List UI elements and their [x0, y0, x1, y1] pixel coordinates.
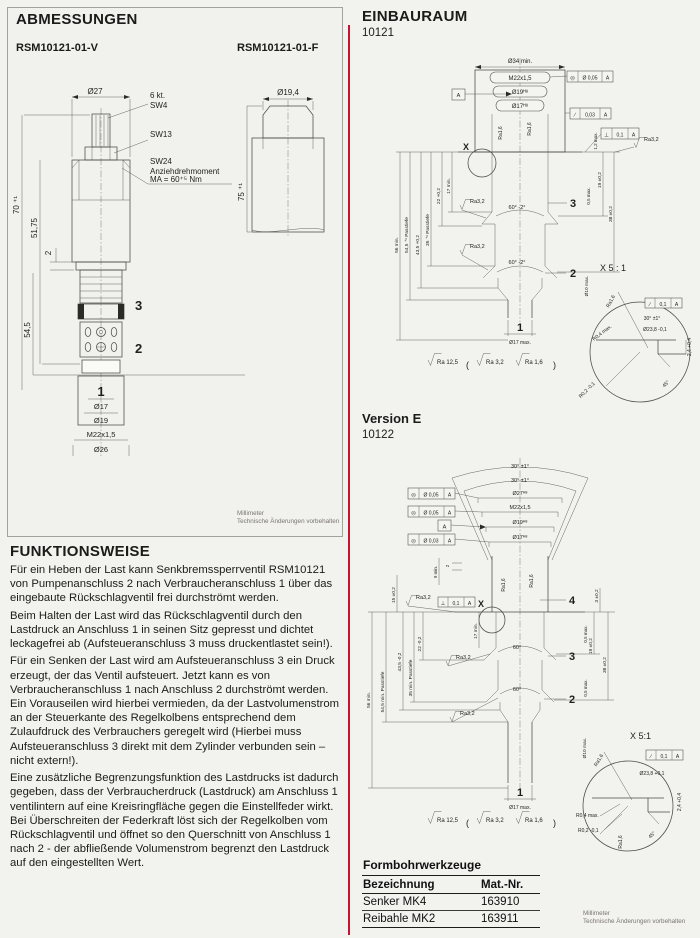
- dim-22: 22 -0,2: [418, 636, 423, 652]
- ra16-label: Ra1,6: [527, 122, 533, 136]
- detail-2-4: 2,4 +0,4: [687, 337, 693, 357]
- dim-0-5-max: 0,5 max.: [583, 679, 588, 697]
- gdt-slash-icon: ∕: [574, 112, 576, 119]
- port-1-label-1: 1: [516, 322, 524, 334]
- ra-summary-paren: ): [553, 360, 556, 370]
- ra32-label: Ra3,2: [460, 711, 475, 717]
- gdt-tol-01: 0,1: [616, 132, 624, 139]
- plug-f-drawing: [247, 97, 324, 236]
- paragraph-1: Für ein Heben der Last kann Senkbremssperrventil RSM10121 von Pumpenanschluss 2 nach Verbraucheranschluss 1 über das eingebaute Rückschlagventil frei durchströmt werden.: [10, 564, 333, 605]
- port-1-label-2: 1: [516, 787, 524, 799]
- detail-2-4: 2,4 +0,4: [677, 792, 683, 812]
- port-2-label: 2: [135, 341, 143, 356]
- dim-9-min: 9 min.: [433, 565, 438, 579]
- gdt-tol-005: Ø 0,05: [423, 510, 439, 517]
- dim-35-passtiefe: 35 min. Passtiefe: [409, 659, 414, 697]
- dim-43-5: 43,5 +0,2: [416, 234, 421, 256]
- gdt-ref-a: A: [447, 538, 452, 545]
- label-sw4: SW4: [150, 101, 168, 110]
- dim-17-min: 17 min.: [447, 178, 452, 194]
- ra-summary-fine: Ra 1,6: [525, 818, 543, 824]
- variant-v-label: RSM10121-01-V: [16, 42, 98, 54]
- dim-dia17-max-1: Ø17 max.: [509, 340, 531, 346]
- dim-19: 19 ±0,2: [589, 638, 594, 654]
- gdt-ref-a: A: [447, 492, 452, 499]
- gdt-tol-003: 0,03: [585, 112, 595, 119]
- detail-ra16: Ra1,6: [605, 294, 617, 309]
- dim-dia27-h8: Ø27ᴴ⁸: [512, 491, 528, 497]
- table-row: [362, 894, 540, 911]
- dim-2-small: 2: [445, 564, 450, 568]
- dim-dia27: Ø27: [87, 87, 103, 96]
- gdt-concentricity-icon: ◎: [570, 75, 575, 82]
- label-torque-value: MA = 60⁺⁵ Nm: [150, 175, 202, 184]
- tool-name: Senker MK4: [363, 896, 427, 908]
- dim-38: 38 ±0,2: [609, 206, 614, 222]
- funktionsweise-title: FUNKTIONSWEISE: [10, 543, 151, 560]
- port-2-label-2: 2: [569, 694, 576, 706]
- formbohrwerkzeuge-table: [362, 858, 540, 928]
- ra-summary-mid: Ra 3,2: [486, 360, 504, 366]
- port-3-label-1: 3: [570, 198, 577, 210]
- dim-dia19-h8-2: Ø19ᴴ⁸: [512, 520, 528, 526]
- detail-x-marker-2: X: [478, 599, 485, 609]
- ra32-label: Ra3,2: [416, 595, 431, 601]
- port-3-label: 3: [135, 298, 143, 313]
- col-mat-nr: Mat.-Nr.: [481, 879, 524, 891]
- col-bezeichnung: Bezeichnung: [363, 879, 435, 891]
- label-hex: 6 kt.: [150, 91, 166, 100]
- dim-54-5: 54,5: [23, 322, 32, 338]
- ra-summary-fine: Ra 1,6: [525, 360, 543, 366]
- dim-0-5-max: 0,5 max.: [583, 625, 588, 643]
- einbauraum-title: EINBAURAUM: [362, 8, 468, 25]
- tool-mat-nr: 163911: [481, 913, 519, 925]
- dim-0-5-max: 0,5 max.: [586, 187, 591, 205]
- ra32-label: Ra3,2: [470, 244, 485, 250]
- dim-dia10-max: Ø10 max.: [583, 737, 588, 759]
- gdt-slash-icon: ∕: [649, 302, 651, 308]
- paragraph-3: Für ein Senken der Last wird am Aufsteueranschluss 3 ein Druck erzeugt, der das Ventil aufsteuert. Jetzt kann es von Verbraucheranschluss 1 nach Anschluss 2 durchströmt werden. Ein Vorauseilen wird hierbei vermieden, da der Lastvolumenstrom an der Steuerkante des Regelkolbens entsprechend dem Zulaufdruck des Verbrauchers geregelt wird (Hierbei muss Aufsteueranschluss 3 direkt mit dem Zylinder verbunden sein – nicht extern!).: [10, 655, 340, 767]
- dim-dia17-h8-2: Ø17ᴴ⁸: [512, 535, 528, 541]
- dim-15: 15 ±0,2: [392, 587, 397, 603]
- gdt-ref-a: A: [675, 754, 680, 760]
- dim-dia17-max-2: Ø17 max.: [509, 805, 531, 811]
- dim-70: 70 ⁺¹: [12, 195, 21, 215]
- cavity-drawing-10121: [362, 52, 700, 422]
- dim-m22-1: M22x1,5: [508, 76, 532, 82]
- dim-54-5-passtiefe: 54,5 min. Passtiefe: [381, 671, 386, 713]
- ra16-label: Ra1,6: [501, 578, 507, 592]
- detail-45deg: 45°: [661, 379, 672, 390]
- gdt-tol-005: Ø 0,05: [582, 75, 598, 82]
- gdt-perpendicular-icon: ⊥: [604, 132, 609, 139]
- ra-summary-paren: ): [553, 818, 556, 828]
- datum-a-2: A: [442, 524, 447, 531]
- detail-r02: R0,2 -0,1: [577, 380, 597, 400]
- ra-summary-coarse: Ra 12,5: [437, 360, 459, 366]
- port-1-label: 1: [97, 384, 105, 399]
- gdt-tol-005: Ø 0,05: [423, 492, 439, 499]
- label-sw24: SW24: [150, 157, 172, 166]
- dim-dia17: Ø17: [93, 402, 109, 411]
- dim-dia26: Ø26: [93, 445, 109, 454]
- dim-54-5-passtiefe: 54,5 ⁺¹ Passtiefe: [405, 217, 410, 253]
- dim-3: 3 ±0,2: [595, 589, 600, 603]
- ra-summary-coarse: Ra 12,5: [437, 818, 459, 824]
- angle-60-label: 60°: [512, 645, 522, 651]
- table-header-row: [362, 877, 540, 894]
- gdt-concentricity-icon: ◎: [411, 538, 416, 545]
- gdt-tol-01: 0,1: [660, 754, 668, 760]
- ra-summary-paren: (: [466, 818, 469, 828]
- tool-mat-nr: 163910: [481, 896, 520, 908]
- units-note-left: Millimeter Technische Änderungen vorbehalten: [237, 510, 340, 525]
- ra32-label: Ra3,2: [644, 137, 659, 143]
- dim-dia17-h8-1: Ø17ᴴ⁸: [511, 104, 529, 110]
- detail-ra16-vert: Ra1,6: [618, 835, 624, 849]
- detail-r04: R0,4 max.: [576, 813, 599, 819]
- cavity-1-linework: [396, 58, 690, 402]
- gdt-ref-a: A: [674, 302, 679, 308]
- detail-r02: R0,2 -0,1: [578, 828, 599, 834]
- detail-ra16: Ra1,6: [593, 753, 606, 768]
- dim-56-min: 56 min.: [395, 237, 400, 253]
- angle-60-label: 60°: [512, 687, 522, 693]
- variant-f-label: RSM10121-01-F: [237, 42, 319, 54]
- dim-35-passtiefe: 35 ⁺¹ Passtiefe: [426, 214, 431, 246]
- dim-51-75: 51,75: [30, 217, 39, 239]
- gdt-tol-003d: Ø 0,03: [423, 538, 439, 545]
- detail-x-title-2: X 5:1: [630, 731, 652, 741]
- gdt-ref-a: A: [631, 132, 636, 139]
- cavity-code-10122: 10122: [362, 429, 394, 441]
- ra-summary-paren: (: [466, 360, 469, 370]
- abmessungen-title: ABMESSUNGEN: [16, 11, 138, 28]
- abmessungen-drawing: [10, 78, 340, 530]
- dim-75: 75 ⁺¹: [237, 182, 246, 202]
- paragraph-4: Eine zusätzliche Begrenzungsfunktion des Lastdrucks ist dadurch gegeben, dass der Verbraucherdruck (Lastdruck) am Anschluss 1 ventilintern auf eine Kreisringfläche gegen die Einstellfeder wirkt. Bei Überschreiten der Federkraft löst sich der Regelkolben vom Rückschlagventil und öffnet so den Querschnitt von Anschluss 1 nach 2 - der abfließende Volumenstrom begrenzt den Lastdruck auf den eingestellten Wert.: [10, 772, 339, 870]
- gdt-ref-a: A: [603, 112, 608, 119]
- ra16-label: Ra1,6: [498, 126, 504, 140]
- dim-m22-2: M22x1,5: [509, 505, 531, 511]
- gdt-tol-01: 0,1: [452, 601, 460, 607]
- gdt-ref-a: A: [605, 75, 610, 82]
- paragraph-2: Beim Halten der Last wird das Rückschlagventil durch den Lastdruck an Anschluss 1 in seinen Sitz gepresst und dichtet leckagefrei ab (Aufsteueranschluss 3 muss druckentlastet sein!).: [10, 609, 333, 651]
- funktionsweise-text: [10, 563, 345, 874]
- table-row: [362, 911, 540, 928]
- detail-45deg: 45°: [647, 830, 658, 841]
- dim-1-2-max: 1,2 max.: [593, 132, 598, 150]
- dim-43-5: 43,5 -0,2: [398, 652, 403, 672]
- ra-summary-mid: Ra 3,2: [486, 818, 504, 824]
- detail-r04: R0,4 max.: [591, 323, 614, 343]
- dim-56-min: 56 min.: [367, 692, 372, 708]
- gdt-tol-01: 0,1: [659, 302, 667, 308]
- dim-22: 22 +0,2: [437, 187, 442, 205]
- arc-30deg-outer: 30° ±1°: [510, 464, 530, 470]
- cavity-code-10121: 10121: [362, 27, 394, 39]
- detail-30deg: 30° ±1°: [643, 316, 661, 322]
- gdt-ref-a: A: [447, 510, 452, 517]
- gdt-ref-a: A: [467, 601, 472, 607]
- dim-19: 19 ±0,2: [598, 172, 603, 188]
- tool-name: Reibahle MK2: [363, 913, 436, 925]
- angle-60-label: 60° -2°: [508, 260, 526, 266]
- detail-x-marker-1: X: [463, 142, 470, 152]
- port-2-label-1: 2: [570, 268, 577, 280]
- datum-a-1: A: [456, 93, 461, 99]
- gdt-concentricity-icon: ◎: [411, 492, 416, 499]
- arc-30deg-inner: 30° ±1°: [510, 478, 530, 484]
- dim-2: 2: [44, 250, 53, 256]
- ra32-label: Ra3,2: [470, 199, 485, 205]
- ra32-label: Ra3,2: [456, 655, 471, 661]
- dim-38: 38 ±0,2: [603, 657, 608, 673]
- dim-dia34-min: Ø34 min.: [507, 59, 533, 65]
- dim-17-min: 17 min.: [474, 623, 479, 639]
- gdt-perpendicular-icon: ⊥: [440, 601, 446, 607]
- detail-dia23-8: Ø23,8 -0,1: [643, 327, 667, 333]
- ra16-label: Ra1,6: [529, 574, 535, 588]
- dim-dia19: Ø19: [93, 416, 109, 425]
- label-torque: Anziehdrehmoment: [150, 167, 220, 176]
- dim-dia10-max: Ø10 max.: [585, 275, 590, 297]
- dim-dia19-h8-1: Ø19ᴴ⁸: [511, 90, 529, 96]
- dim-thread: M22x1,5: [86, 430, 116, 439]
- label-sw13: SW13: [150, 130, 172, 139]
- valve-v-drawing: [22, 95, 245, 458]
- port-3-label-2: 3: [569, 651, 576, 663]
- cavity-drawing-10122: [362, 450, 700, 858]
- port-4-label-2: 4: [569, 595, 576, 607]
- cavity-2-linework: [368, 458, 683, 851]
- table-title: Formbohrwerkzeuge: [362, 858, 540, 876]
- units-note-right: Millimeter Technische Änderungen vorbehalten: [583, 910, 686, 925]
- angle-60-label: 60° -2°: [508, 205, 526, 211]
- detail-x-title-1: X 5 : 1: [600, 263, 627, 273]
- gdt-slash-icon: ∕: [650, 754, 652, 760]
- version-e-label: Version E: [362, 411, 422, 426]
- gdt-concentricity-icon: ◎: [411, 510, 416, 517]
- dim-dia19-4: Ø19,4: [277, 88, 299, 97]
- column-divider: [348, 25, 350, 935]
- detail-dia23-8: Ø23,8 +0,1: [639, 771, 665, 777]
